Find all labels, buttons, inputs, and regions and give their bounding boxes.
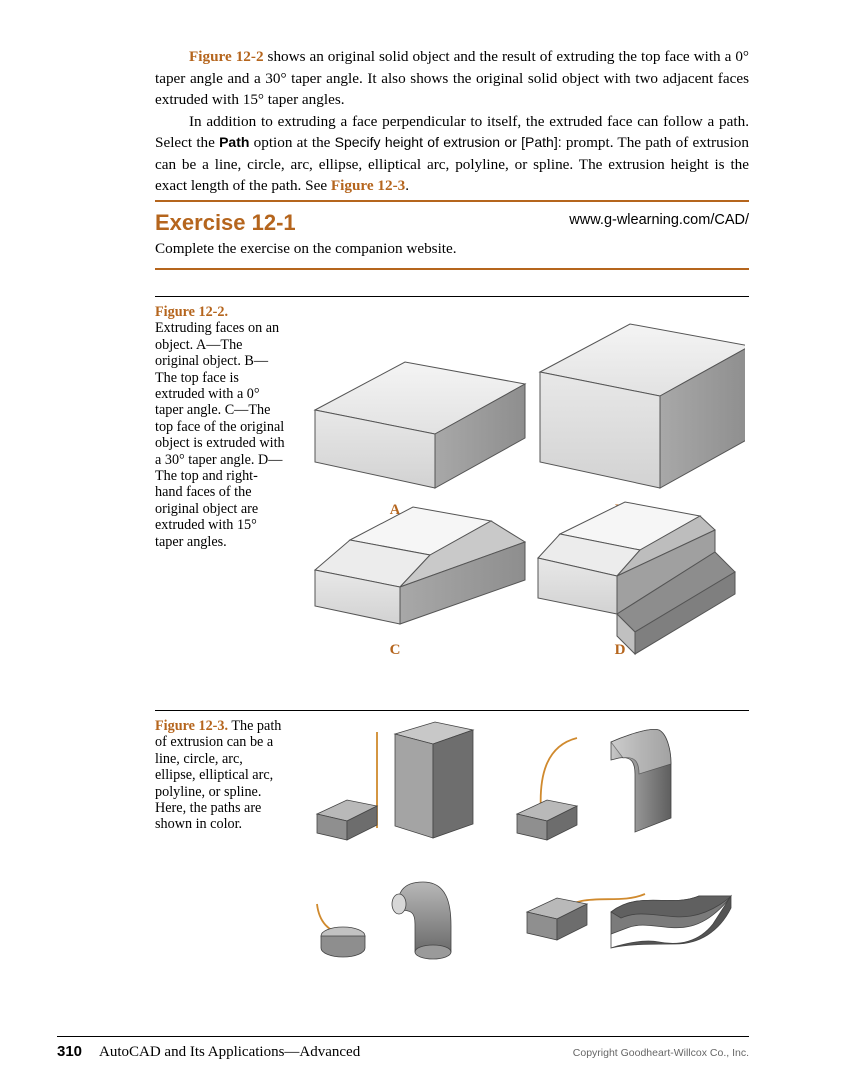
- figure-12-2-caption: [155, 304, 285, 550]
- exercise-top-rule: [155, 200, 749, 202]
- paragraph-1: [155, 46, 749, 111]
- solid-object-c: [315, 507, 525, 624]
- figure-12-2-label: Figure 12-2.: [155, 304, 229, 320]
- figure-12-3-rule: [155, 710, 749, 711]
- paragraph-2-text-c: prompt. The path of extrusion can be a line, circle, arc, ellipse, elliptical arc, polyline, or spline. The extrusion height is the exact length of the path. See: [155, 134, 749, 194]
- paragraph-2: [155, 111, 749, 197]
- extrude-line-path-source: [317, 732, 377, 840]
- exercise-website-url[interactable]: www.g-wlearning.com/CAD/: [569, 212, 749, 228]
- exercise-bottom-rule: [155, 268, 749, 270]
- footer-rule: [57, 1036, 749, 1037]
- paragraph-2-text-d: .: [405, 177, 410, 194]
- path-option-term: Path: [219, 134, 250, 150]
- extrude-circle-path-source: [317, 904, 365, 957]
- solid-object-a: [315, 362, 525, 488]
- command-prompt-text: Specify height of extrusion or [Path]:: [334, 134, 562, 150]
- figure-12-3-label: Figure 12-3.: [155, 718, 229, 734]
- paragraph-1-text: shows an original solid object and the result of extruding the top face with a 0° taper angle and a 30° taper angle. It also shows the original solid object with two adjacent faces extruded with 15° taper angles.: [155, 48, 749, 108]
- extruded-line-result: [395, 722, 473, 838]
- footer-book-title: AutoCAD and Its Applications—Advanced: [99, 1044, 361, 1060]
- figure-12-3-caption: [155, 718, 285, 833]
- figure-12-2-letter-d: D: [614, 642, 626, 658]
- exercise-subtitle: Complete the exercise on the companion website.: [155, 240, 457, 257]
- paragraph-2-text-a: In addition to extruding a face perpendicular to itself, the extruded face can follow a path. Select the: [155, 112, 749, 151]
- page-number: 310: [57, 1043, 83, 1060]
- figure-12-3: [155, 710, 749, 1020]
- figure-12-2-artwork: [295, 302, 745, 677]
- figure-12-2-letter-a: A: [389, 502, 401, 518]
- figure-12-3-svg: [295, 716, 745, 976]
- figure-reference-12-2[interactable]: Figure 12-2: [189, 48, 264, 65]
- figure-12-2-svg: [295, 302, 745, 677]
- exercise-title: Exercise 12-1: [155, 210, 296, 235]
- paragraph-2-text-b: option at the: [249, 134, 335, 151]
- figure-12-3-caption-text: The path of extrusion can be a line, circle, arc, ellipse, elliptical arc, polyline, or spline. Here, the paths are shown in color.: [155, 718, 282, 833]
- figure-12-2-caption-text: Extruding faces on an object. A—The original object. B—The top face is extruded with a 0° taper angle. C—The top face of the original object is extruded with a 30° taper angle. D—The top and right-hand faces of the original object are extruded with 15° taper angles.: [155, 320, 285, 550]
- solid-object-b: [540, 324, 745, 488]
- extruded-circle-result: [392, 882, 451, 959]
- body-text: [155, 46, 749, 197]
- figure-12-3-artwork: [295, 716, 745, 976]
- figure-12-2: [155, 296, 749, 686]
- figure-12-2-rule: [155, 296, 749, 297]
- exercise-block: [155, 200, 749, 270]
- extruded-arc-result: [611, 729, 671, 832]
- footer-copyright: Copyright Goodheart-Willcox Co., Inc.: [572, 1047, 749, 1059]
- figure-12-2-letter-c: C: [389, 642, 401, 658]
- extruded-spline-result: [611, 896, 731, 948]
- extrude-arc-path-source: [517, 738, 577, 840]
- solid-object-d: [538, 502, 735, 654]
- figure-reference-12-3[interactable]: Figure 12-3: [330, 177, 406, 194]
